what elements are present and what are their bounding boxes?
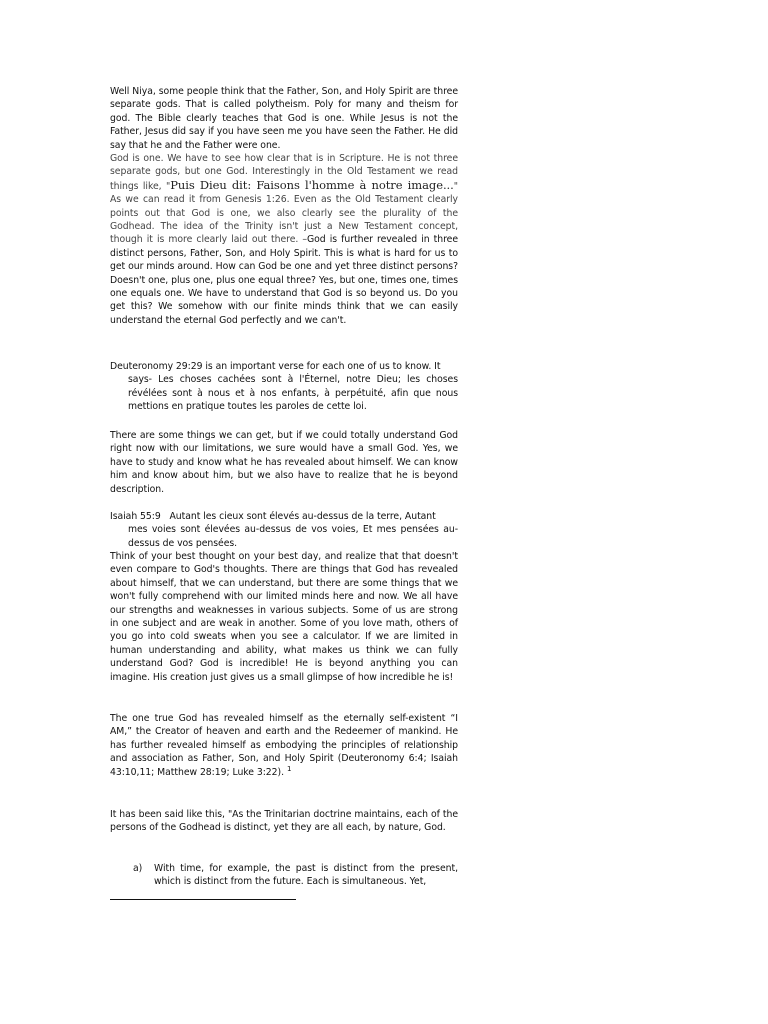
genesis-quote: Puis Dieu dit: Faisons l'homme à notre image...	[170, 177, 454, 192]
paragraph-isaiah	[110, 510, 458, 550]
deuteronomy-quote: says- Les choses cachées sont à l'Éternel, notre Dieu; les choses révélées sont à nous et à nos enfants, à perpétuité, afin que nous mettions en pratique toutes les paroles de cette loi.	[128, 374, 458, 413]
paragraph-deuteronomy	[110, 360, 458, 414]
paragraph-three-persons: God is further revealed in three distinct persons, Father, Son, and Holy Spirit. This is what is hard for us to get our minds around. How can God be one and yet three distinct persons? Doesn't one, plus one, plus one equal three? Yes, but one, times one, times one equals one. We have to understand that God is so beyond us. Do you get this? We somehow with our finite minds think that we can easily understand the eternal God perfectly and we can't.	[110, 234, 458, 326]
paragraph-god-is-one	[110, 152, 458, 327]
paragraph-god-is-one-start: God is one. We have to see how clear that is in Scripture. He is not three separate gods, but one God. Interestingly in the Old Testament we read things like, "	[110, 153, 458, 192]
paragraph-i-am	[110, 712, 458, 779]
paragraph-polytheism: Well Niya, some people think that the Father, Son, and Holy Spirit are three separate gods. That is called polytheism. Poly for many and theism for god. The Bible clearly teaches that God is one. While Jesus is not the Father, Jesus did say if you have seen me you have seen the Father. He did say that he and the Father were one.	[110, 86, 458, 151]
footnote-marker: 1	[286, 764, 292, 773]
paragraph-trinitarian: It has been said like this, "As the Trinitarian doctrine maintains, each of the persons of the Godhead is distinct, yet they are all each, by nature, God.	[110, 809, 458, 834]
paragraph-i-am-text: The one true God has revealed himself as the eternally self-existent “I AM,” the Creator of heaven and earth and the Redeemer of mankind. He has further revealed himself as embodying the principles of relationship and association as Father, Son, and Holy Spirit (Deuteronomy 6:4; Isaiah 43:10,11; Matthew 28:19; Luke 3:22).	[110, 713, 458, 778]
isaiah-quote-first-line: Autant les cieux sont élevés au-dessus de la terre, Autant	[169, 511, 436, 522]
footnote-separator	[110, 899, 296, 900]
paragraph-best-thought: Think of your best thought on your best day, and realize that that doesn't even compare to God's thoughts. There are things that God has revealed about himself, that we can understand, but there are some things that we won't fully comprehend with our limited minds here and now. We all have our strengths and weaknesses in various subjects. Some of us are strong in one subject and are weak in another. Some of you love math, others of you go into cold sweats when you see a calculator. If we are limited in human understanding and ability, what makes us think we can fully understand God? God is incredible! He is beyond anything you can imagine. His creation just gives us a small glimpse of how incredible he is!	[110, 551, 458, 683]
deuteronomy-intro: Deuteronomy 29:29 is an important verse for each one of us to know. It	[110, 361, 441, 372]
isaiah-quote-rest: mes voies sont élevées au-dessus de vos voies, Et mes pensées au-dessus de vos pensées.	[128, 524, 458, 549]
paragraph-beyond-description: There are some things we can get, but if we could totally understand God right now with our limitations, we sure would have a small God. Yes, we have to study and know what he has revealed about himself. We can know him and know about him, but we also have to realize that he is beyond description.	[110, 430, 458, 495]
list-marker: a)	[133, 863, 143, 874]
list-item-text: With time, for example, the past is distinct from the present, which is distinct from the future. Each is simultaneous. Yet,	[154, 863, 458, 888]
paragraph-god-is-one-middle: " As we can read it from Genesis 1:26. Even as the Old Testament clearly points out that God is one, we also clearly see the plurality of the Godhead. The idea of the Trinity isn't just a New Testament concept, though it is more clearly laid out there. –	[110, 180, 458, 246]
isaiah-reference: Isaiah 55:9	[110, 511, 161, 522]
